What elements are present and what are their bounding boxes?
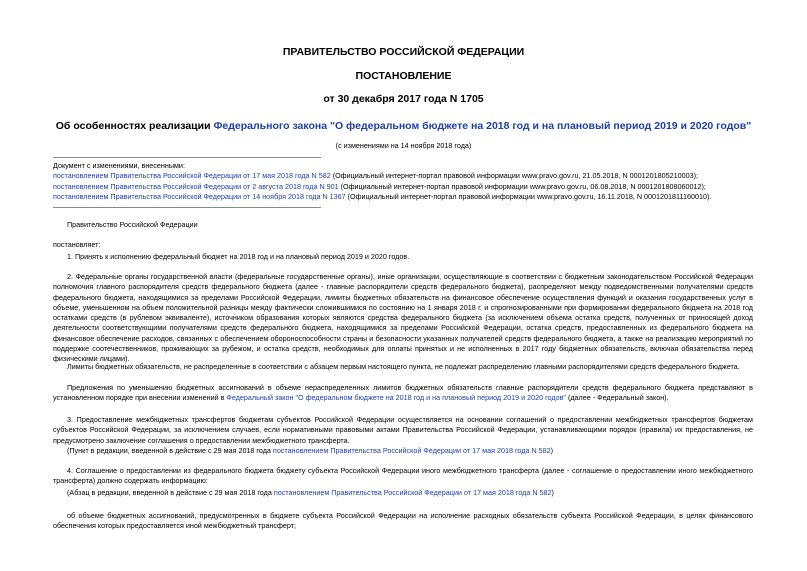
document-date-number: от 30 декабря 2017 года N 1705	[323, 93, 484, 105]
paragraph-3: Лимиты бюджетных обязательств, не распределенные в соответствии с абзацем первым настоящего пункта, не подлежат распределению главными распорядителями средств федерального бюджета.	[67, 362, 740, 371]
paragraph-7: об объеме бюджетных ассигнований, предусмотренных в бюджете субъекта Российской Федерации на исполнение расходных обязательств субъекта Российской Федерации, в целях финансового обеспечения которых предоставляется иной межбюджетный трансферт;	[53, 511, 753, 531]
paragraph-1: 1. Принять к исполнению федеральный бюджет на 2018 год и на плановый период 2019 и 2020 годов.	[67, 252, 410, 261]
changes-bottom-rule	[53, 207, 321, 208]
document-title	[0, 120, 807, 132]
change-item: постановлением Правительства Российской Федерации от 17 мая 2018 года N 582 (Официальный интернет-портал правовой информации www.pravo.gov.ru, 21.05.2018, N 0001201805210003);	[53, 171, 698, 180]
edition-note-2: (Абзац в редакции, введенной в действие с 29 мая 2018 года постановлением Правительства Российской Федерации от 17 мая 2018 года N 582)	[67, 488, 554, 497]
government-header: ПРАВИТЕЛЬСТВО РОССИЙСКОЙ ФЕДЕРАЦИИ	[282, 46, 525, 58]
document-type: ПОСТАНОВЛЕНИЕ	[355, 70, 452, 82]
changes-top-rule	[53, 157, 321, 158]
decree-582-link[interactable]: постановлением Правительства Российской Федерации от 17 мая 2018 года N 582	[273, 488, 552, 497]
edition-note-1: (Пункт в редакции, введенной в действие с 29 мая 2018 года постановлением Правительства Российской Федерации от 17 мая 2018 года N 582)	[67, 446, 554, 455]
federal-law-link[interactable]: Федерального закона "О федеральном бюджете на 2018 год и на плановый период 2019 и 2020 годов"	[213, 120, 752, 132]
paragraph-6: 4. Соглашение о предоставлении из федерального бюджета бюджету субъекта Российской Федерации иного межбюджетного трансферта (далее - соглашение о предоставлении иного межбюджетного трансферта) должно содержать информацию:	[53, 466, 753, 486]
change-link[interactable]: постановлением Правительства Российской Федерации от 14 ноября 2018 года N 1367	[53, 192, 346, 201]
federal-law-inline-link[interactable]: Федеральный закон "О федеральном бюджете на 2018 год и на плановый период 2019 и 2020 годов"	[226, 393, 566, 403]
paragraph-4: Предложения по уменьшению бюджетных ассигнований в объеме нераспределенных лимитов бюджетных обязательств главные распорядители средств федерального бюджета представляют в установленном порядке при внесении изменений в Федеральный закон "О федеральном бюджете на 2018 год и на плановый период 2019 и 2020 годов" (далее - Федеральный закон).	[53, 383, 753, 403]
changes-intro: Документ с изменениями, внесенными:	[53, 161, 185, 170]
change-link[interactable]: постановлением Правительства Российской Федерации от 17 мая 2018 года N 582	[53, 171, 331, 180]
edition-note: (с изменениями на 14 ноября 2018 года)	[335, 141, 472, 150]
change-item: постановлением Правительства Российской Федерации от 2 августа 2018 года N 901 (Официальный интернет-портал правовой информации www.pravo.gov.ru, 06.08.2018, N 0001201808060012);	[53, 182, 706, 191]
paragraph-2: 2. Федеральные органы государственной власти (федеральные государственные органы), иные организации, осуществляющие в соответствии с бюджетным законодательством Российской Федерации полномочия главного распорядителя средств федерального бюджета (далее - главные распорядители средств федерального бюджета), распределяют между подведомственными получателями средств федерального бюджета, находящимися за пределами Российской Федерации, лимиты бюджетных обязательств на финансовое обеспечение осуществления функций и оказания государственных услуг в объеме, уменьшенном на объем положительной разницы между фактически сложившимися по состоянию на 1 января 2018 г. и спрогнозированными при формировании федерального бюджета на 2018 год остатками средств (в рублевом эквиваленте), источником образования которых являются средства федерального бюджета (за исключением объема остатка средств, полученных от приносящей доход деятельности соответствующими получателями средств федерального бюджета, находящимися за пределами Российской Федерации, остатка средств, предоставленных из федерального бюджета на финансовое обеспечение расходов, связанных с обеспечением обороноспособности страны и безопасности указанных получателей средств федерального бюджета, а также на реализацию мероприятий по поддержке соотечественников, проживающих за рубежом, и остатка средств, необходимых для оплаты принятых и не исполненных в 2017 году бюджетных обязательств, включая обязательства перед физическими лицами).	[53, 272, 753, 364]
title-prefix: Об особенностях реализации	[55, 120, 214, 132]
decree-582-link[interactable]: постановлением Правительства Российской Федерации от 17 мая 2018 года N 582	[272, 446, 551, 455]
change-link[interactable]: постановлением Правительства Российской Федерации от 2 августа 2018 года N 901	[53, 182, 339, 191]
paragraph-5: 3. Предоставление межбюджетных трансфертов бюджетам субъектов Российской Федерации осуществляется на основании соглашений о предоставлении межбюджетных трансфертов бюджетам субъектов Российской Федерации, за исключением случаев, если нормативными правовыми актами Правительства Российской Федерации, устанавливающими порядок (правила) их предоставления, не предусмотрено заключение соглашения о предоставлении межбюджетного трансферта.	[53, 415, 753, 445]
change-item: постановлением Правительства Российской Федерации от 14 ноября 2018 года N 1367 (Официальный интернет-портал правовой информации www.pravo.gov.ru, 16.11.2018, N 0001201811160010).	[53, 192, 712, 201]
government-subject: Правительство Российской Федерации	[67, 220, 198, 229]
decrees-word: постановляет:	[53, 240, 101, 249]
